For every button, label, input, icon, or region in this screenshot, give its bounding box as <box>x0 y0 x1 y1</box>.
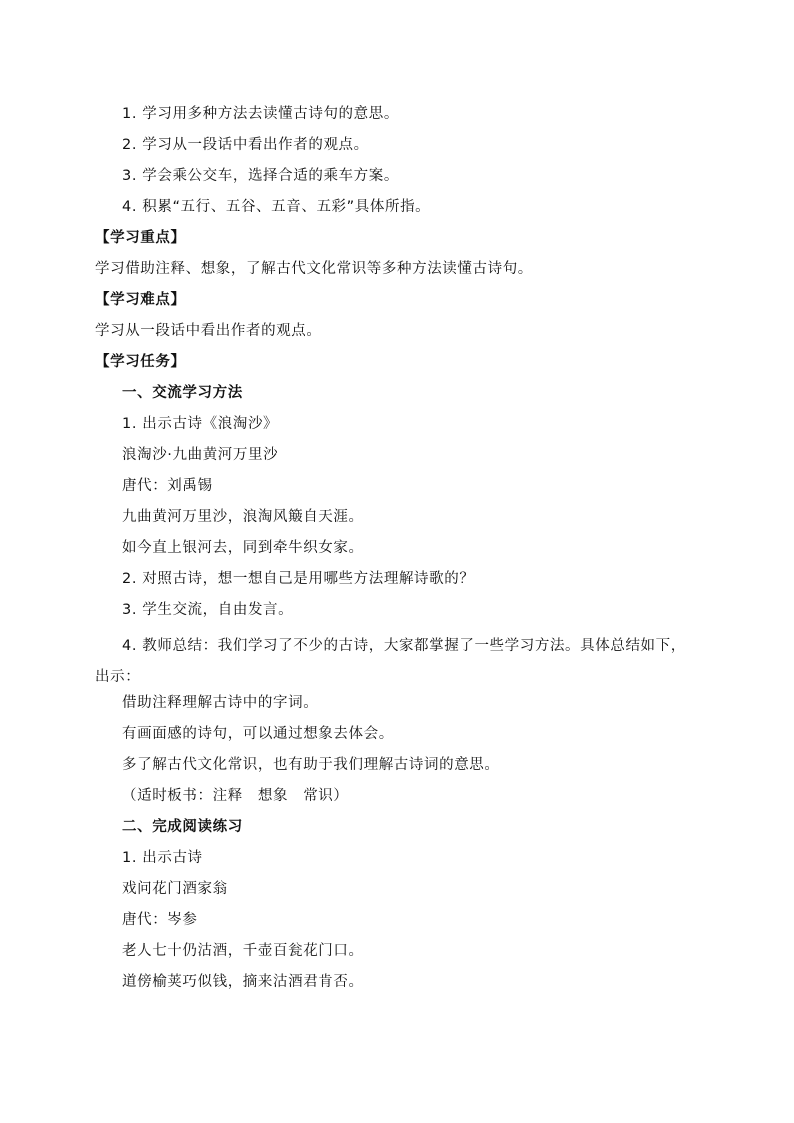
section2-title: 二、完成阅读练习 <box>122 819 243 835</box>
poem-line: 九曲黄河万里沙，浪淘风簸自天涯。 <box>122 509 364 525</box>
poem-line: 道傍榆荚巧似钱，摘来沽酒君肯否。 <box>122 974 364 990</box>
goal-4: 4. 积累“五行、五谷、五音、五彩”具体所指。 <box>122 199 431 215</box>
goal-2: 2. 学习从一段话中看出作者的观点。 <box>122 137 369 153</box>
goal-1: 1. 学习用多种方法去读懂古诗句的意思。 <box>122 106 399 122</box>
method-item: 多了解古代文化常识，也有助于我们理解古诗词的意思。 <box>122 757 500 773</box>
poem-title: 浪淘沙·九曲黄河万里沙 <box>122 447 279 463</box>
method-item: 借助注释理解古诗中的字词。 <box>122 695 319 711</box>
poem-author: 唐代：岑参 <box>122 912 198 928</box>
poem-title: 戏问花门酒家翁 <box>122 881 228 897</box>
section1-title: 一、交流学习方法 <box>122 385 243 401</box>
section1-line: 2. 对照古诗，想一想自己是用哪些方法理解诗歌的？ <box>122 571 475 587</box>
section1-line: 3. 学生交流，自由发言。 <box>122 602 294 618</box>
key-text: 学习借助注释、想象，了解古代文化常识等多种方法读懂古诗句。 <box>95 261 533 277</box>
section2-line: 1. 出示古诗 <box>122 850 203 866</box>
section1-line: 1. 出示古诗《浪淘沙》 <box>122 416 279 432</box>
task-heading: 【学习任务】 <box>95 354 186 370</box>
poem-line: 老人七十仍沽酒，千壶百瓮花门口。 <box>122 943 364 959</box>
poem-line: 如今直上银河去，同到牵牛织女家。 <box>122 540 364 556</box>
goal-3: 3. 学会乘公交车，选择合适的乘车方案。 <box>122 168 399 184</box>
difficulty-heading: 【学习难点】 <box>95 292 186 308</box>
board-note: （适时板书：注释 想象 常识） <box>122 788 349 804</box>
poem-author: 唐代：刘禹锡 <box>122 478 213 494</box>
difficulty-text: 学习从一段话中看出作者的观点。 <box>95 323 322 339</box>
method-item: 有画面感的诗句，可以通过想象去体会。 <box>122 726 394 742</box>
key-heading: 【学习重点】 <box>95 230 186 246</box>
teacher-summary: 4. 教师总结：我们学习了不少的古诗，大家都掌握了一些学习方法。具体总结如下，出示： <box>95 638 686 685</box>
